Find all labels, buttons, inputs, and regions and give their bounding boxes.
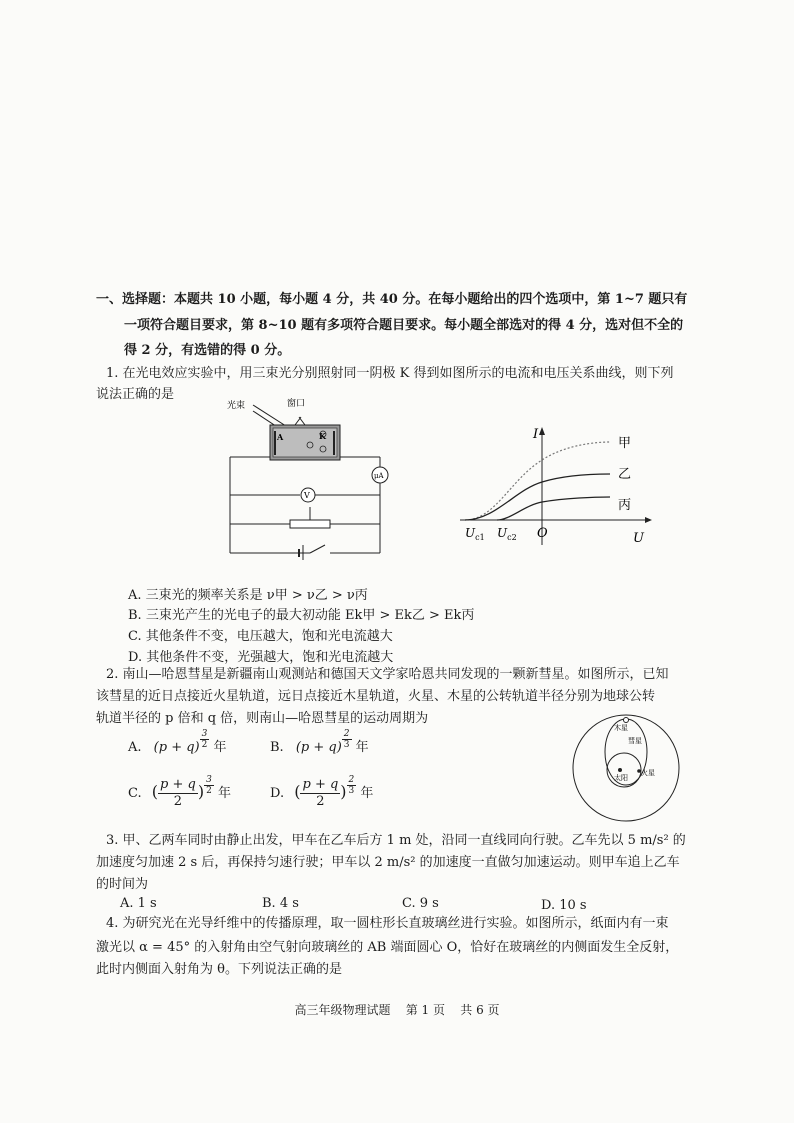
q3-stem-line3: 的时间为: [96, 877, 149, 892]
q1-option-d[interactable]: D. 其他条件不变，光强越大，饱和光电流越大: [128, 650, 394, 665]
q2-option-a-exp-den: 2: [201, 740, 208, 750]
curve-jia-label: 甲: [618, 436, 632, 451]
q2-option-b[interactable]: [270, 729, 369, 758]
q3-stem-line1: 3. 甲、乙两车同时由静止出发，甲车在乙车后方 1 m 处，沿同一直线同向行驶。乙车先以 5 m/s² 的: [106, 833, 686, 848]
svg-text:Uc1: [465, 526, 485, 542]
q2-stem-line2: 该彗星的近日点接近火星轨道，远日点接近木星轨道，火星、木星的公转轨道半径分别为地球公转: [96, 689, 656, 704]
q2-option-a-expr: (p + q): [153, 740, 200, 755]
q2-option-c-num: p + q: [160, 777, 196, 792]
q2-option-d-num: p + q: [302, 777, 339, 792]
q4-stem-line1: 4. 为研究光在光导纤维中的传播原理，取一圆柱形长直玻璃丝进行实验。如图所示，纸面内有一束: [106, 916, 669, 931]
mars-label: 火星: [641, 769, 655, 777]
q2-option-c[interactable]: C. ( $\frac{p + q}{2}$ ) $\frac{3}{2}$ 年: [128, 775, 231, 809]
q2-option-c-exp-num: 3: [206, 775, 212, 785]
q2-option-a-exp-num: 3: [201, 729, 208, 739]
curve-bing-label: 丙: [618, 498, 632, 513]
curve-yi-label: 乙: [618, 467, 632, 482]
section-header-line1: 一、选择题：本题共 10 小题，每小题 4 分，共 40 分。在每小题给出的四个选项中，第 1~7 题只有: [96, 292, 688, 307]
sun-label: 太阳: [614, 774, 628, 782]
q2-option-d-exp-num: 2: [348, 775, 355, 785]
uc1-label: U: [465, 526, 476, 540]
cathode-label: K: [319, 431, 326, 441]
current-voltage-graph: [455, 420, 655, 550]
q2-option-c-exp-den: 2: [206, 786, 212, 796]
q1-stem-line2: 说法正确的是: [96, 387, 175, 402]
q2-option-b-expr: (p + q): [295, 740, 342, 755]
svg-text:Uc2: [497, 526, 517, 542]
q2-option-b-label: B.: [270, 740, 284, 755]
q2-option-d[interactable]: D. ( $\frac{p + q}{2}$ ) $\frac{2}{3}$ 年: [270, 775, 374, 809]
q2-option-b-unit: 年: [355, 740, 369, 755]
q2-option-d-den: 2: [316, 794, 325, 809]
q3-option-d[interactable]: D. 10 s: [541, 898, 587, 913]
q2-option-d-exp-den: 3: [348, 786, 355, 796]
q3-option-b[interactable]: B. 4 s: [262, 896, 299, 911]
q2-option-c-label: C.: [128, 786, 142, 801]
q3-option-a[interactable]: A. 1 s: [120, 896, 157, 911]
q2-option-d-unit: 年: [360, 786, 374, 801]
q3-option-c[interactable]: C. 9 s: [402, 896, 439, 911]
q1-option-b[interactable]: B. 三束光产生的光电子的最大初动能 Ek甲 > Ek乙 > Ek丙: [128, 608, 475, 623]
q1-option-a[interactable]: A. 三束光的频率关系是 ν甲 > ν乙 > ν丙: [128, 588, 368, 603]
q3-stem-line2: 加速度匀加速 2 s 后，再保持匀速行驶；甲车以 2 m/s² 的加速度一直做匀加速运动。则甲车追上乙车: [96, 855, 680, 870]
q4-stem-line3: 此时内侧面入射角为 θ。下列说法正确的是: [96, 962, 342, 977]
q2-option-a[interactable]: [128, 729, 227, 758]
q1-stem-line1: 1. 在光电效应实验中，用三束光分别照射同一阴极 K 得到如图所示的电流和电压关系曲线，则下列: [106, 366, 674, 381]
q2-option-c-unit: 年: [217, 786, 231, 801]
q2-option-c-den: 2: [173, 794, 183, 809]
uc1-subscript: c1: [475, 533, 485, 542]
comet-label: 彗星: [628, 737, 642, 745]
q2-option-b-exp-den: 3: [343, 740, 350, 750]
section-header-line3: 得 2 分，有选错的得 0 分。: [124, 343, 291, 358]
voltmeter-label: V: [304, 491, 310, 500]
y-axis-label: I: [533, 427, 539, 442]
uc2-label: U: [497, 526, 508, 540]
orbit-diagram: [570, 712, 682, 824]
q2-option-a-label: A.: [128, 740, 142, 755]
window-label: 窗口: [287, 399, 306, 409]
q2-option-d-label: D.: [270, 786, 285, 801]
page-footer: 高三年级物理试题 第 1 页 共 6 页: [294, 1003, 500, 1017]
section-header-line2: 一项符合题目要求，第 8~10 题有多项符合题目要求。每小题全部选对的得 4 分，选对但不全的: [124, 318, 684, 333]
curve-bing: [497, 497, 610, 520]
beam-label: 光束: [227, 401, 246, 411]
curve-jia: [465, 442, 610, 520]
q2-option-a-unit: 年: [213, 740, 227, 755]
q2-stem-line1: 2. 南山—哈恩彗星是新疆南山观测站和德国天文学家哈恩共同发现的一颗新彗星。如图所示，已知: [106, 667, 669, 682]
x-axis-label: U: [633, 531, 644, 546]
uc2-subscript: c2: [507, 533, 517, 542]
origin-label: O: [537, 526, 548, 541]
q2-option-b-exp-num: 2: [343, 729, 350, 739]
ammeter-label: μA: [374, 472, 384, 480]
jupiter-label: 木星: [614, 724, 628, 732]
anode-label: A: [277, 432, 284, 442]
q1-option-c[interactable]: C. 其他条件不变，电压越大，饱和光电流越大: [128, 629, 393, 644]
photoelectric-circuit-diagram: [215, 395, 405, 570]
q4-stem-line2: 激光以 α = 45° 的入射角由空气射向玻璃丝的 AB 端面圆心 O，恰好在玻璃丝的内侧面发生全反射，: [96, 940, 679, 955]
q2-stem-line3: 轨道半径的 p 倍和 q 倍，则南山—哈恩彗星的运动周期为: [96, 711, 429, 726]
